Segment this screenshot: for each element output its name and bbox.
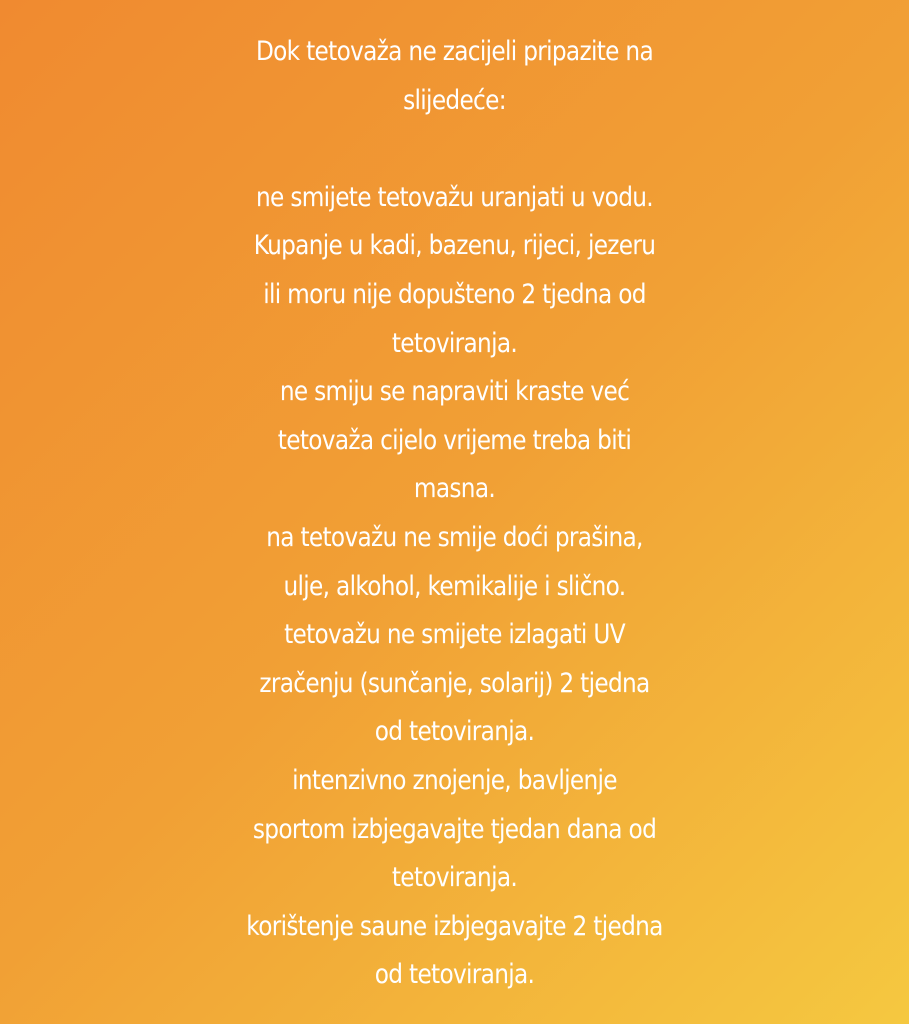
text-line: od tetoviranja. <box>374 716 535 748</box>
text-line: od tetoviranja. <box>374 959 535 991</box>
text-line: slijedeće: <box>403 84 506 116</box>
text-line: masna. <box>413 473 496 505</box>
text-line: ne smiju se napraviti kraste već <box>279 376 630 408</box>
text-line: Dok tetovaža ne zacijeli pripazite na <box>255 36 654 67</box>
text-line: tetoviranja. <box>391 862 518 894</box>
text-line: korištenje saune izbjegavajte 2 tjedna <box>246 910 663 942</box>
text-line: ne smijete tetovažu uranjati u vodu. <box>256 181 653 213</box>
text-line: ulje, alkohol, kemikalije i slično. <box>283 570 626 602</box>
text-line: zračenju (sunčanje, solarij) 2 tjedna <box>259 667 650 699</box>
text-line: ili moru nije dopušteno 2 tjedna od <box>263 278 646 310</box>
text-line: tetovaža cijelo vrijeme treba biti <box>277 424 632 456</box>
text-line: na tetovažu ne smije doći prašina, <box>266 521 643 553</box>
text-line: tetovažu ne smijete izlagati UV <box>284 619 625 651</box>
text-line: intenzivno znojenje, bavljenje <box>292 764 617 796</box>
blank-line <box>64 125 846 174</box>
text-line: Kupanje u kadi, bazenu, rijeci, jezeru <box>253 230 656 262</box>
tattoo-aftercare-text <box>64 28 846 1000</box>
text-line: tetoviranja. <box>391 327 518 359</box>
text-line: sportom izbjegavajte tjedan dana od <box>252 813 657 845</box>
